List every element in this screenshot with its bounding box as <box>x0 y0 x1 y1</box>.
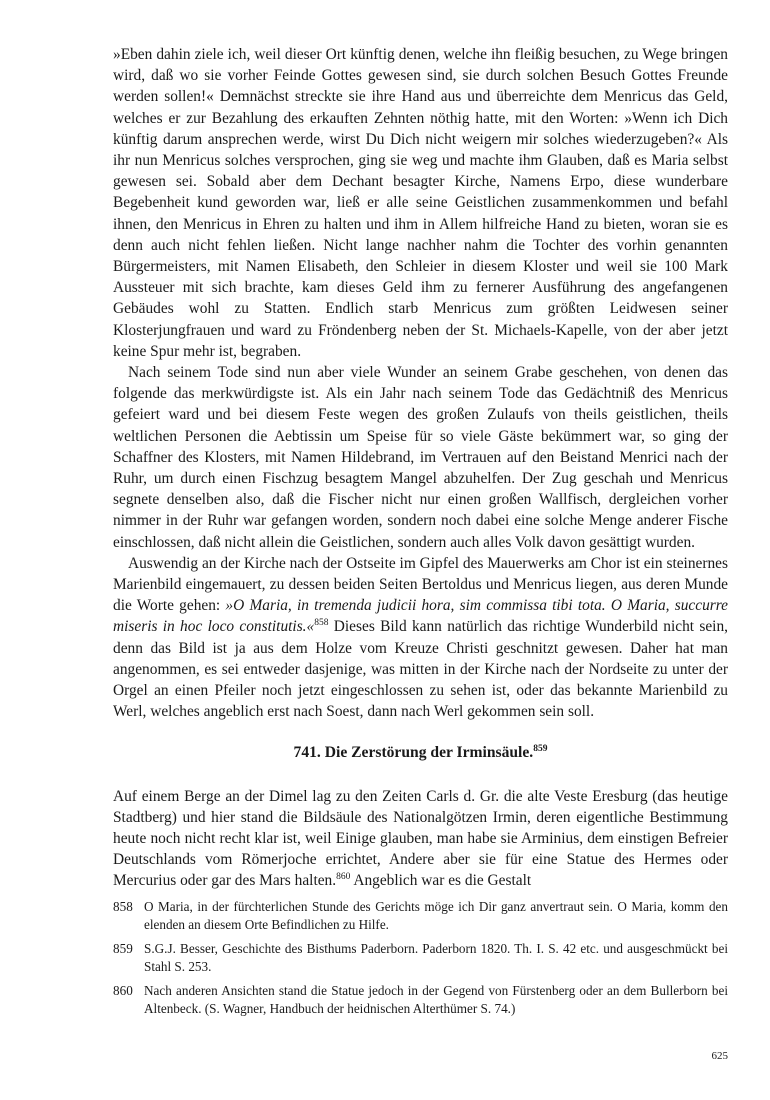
footnote-number: 858 <box>113 898 133 914</box>
footnote-859 <box>113 940 728 977</box>
footnote-ref-859: 859 <box>533 743 548 754</box>
section-text <box>113 786 728 892</box>
footnote-ref-860: 860 <box>336 872 351 883</box>
section-heading <box>113 742 728 764</box>
paragraph-3 <box>113 553 728 723</box>
footnotes <box>113 898 728 1020</box>
footnote-text: S.G.J. Besser, Geschichte des Bisthums Paderborn. Paderborn 1820. Th. I. S. 42 etc. und ausgeschmückt bei Stahl S. 253. <box>144 940 728 975</box>
section-paragraph-1-a: Auf einem Berge an der Dimel lag zu den Zeiten Carls d. Gr. die alte Veste Eresburg (das heutige Stadtberg) und hier stand die Bildsäule des Nationalgötzen Irmin, deren eigentliche Bestimmung heute noch nicht recht klar ist, weil Einige glauben, man habe sie Arminius, dem einstigen Befreier Deutschlands vom Römerjoche errichtet, Andere aber sie für eine Statue des Hermes oder Mercurius oder gar des Mars halten. <box>113 787 728 890</box>
paragraph-3-text-b: Dieses Bild kann natürlich das richtige Wunderbild nicht sein, denn das Bild ist ja aus dem Holze vom Kreuze Christi geschnitzt gewesen. Daher hat man angenommen, es sei entweder dasjenige, was mitten in der Kirche nach der Nordseite zu unter der Orgel an einen Pfeiler noch jetzt eingeschlossen zu sehen ist, oder das bekannte Marienbild zu Werl, welches angeblich erst nach Soest, dann nach Werl gekommen sein soll. <box>113 618 729 721</box>
section-title: 741. Die Zerstörung der Irminsäule. <box>293 743 534 761</box>
paragraph-3-text-a: Auswendig an der Kirche nach der Ostseite im Gipfel des Mauerwerks am Chor ist ein steinernes Marienbild eingemauert, zu dessen beiden Seiten Bertoldus und Menricus liegen, aus deren Munde die Worte gehen: <box>113 554 728 615</box>
main-text <box>113 44 728 723</box>
footnote-text: Nach anderen Ansichten stand die Statue jedoch in der Gegend von Fürstenberg oder an dem Bullerborn bei Altenbeck. (S. Wagner, Handbuch der heidnischen Alterthümer S. 74.) <box>144 982 728 1017</box>
paragraph-2: Nach seinem Tode sind nun aber viele Wunder an seinem Grabe geschehen, von denen das folgende das merkwürdigste ist. Als ein Jahr nach seinem Tode das Gedächtniß des Menricus gefeiert ward und bei diesem Feste wegen des großen Zulaufs von theils geistlichen, theils weltlichen Personen die Aebtissin um Speise für so viele Gäste bekümmert war, so ging der Schaffner des Klosters, mit Namen Hildebrand, im Vertrauen auf den Beistand Menrici nach der Ruhr, um durch einen Fischzug besagtem Mangel abzuhelfen. Der Zug geschah und Menricus segnete denselben also, daß die Fischer nicht nur einen großen Wallfisch, dergleichen vorher nimmer in der Ruhr war gefangen worden, sondern noch dabei eine solche Menge anderer Fische einschlossen, daß nicht allein die Geistlichen, sondern auch alles Volk davon gesättigt wurden. <box>113 364 728 551</box>
paragraph-1: »Eben dahin ziele ich, weil dieser Ort künftig denen, welche ihn fleißig besuchen, zu Wege bringen wird, daß wo sie vorher Feinde Gottes gewesen sind, sie durch solchen Besuch Gottes Freunde werden sollen!« Demnächst streckte sie ihre Hand aus und überreichte dem Menricus das Geld, welches er zur Bezahlung des erkauften Zehnten nöthig hatte, mit den Worten: »Wenn ich Dich künftig darum ansprechen werde, wirst Du Dich nicht weigern mir solches wiederzugeben?« Als ihr nun Menricus solches versprochen, ging sie weg und machte ihm Glauben, daß es Maria selbst gewesen sei. Sobald aber dem Dechant besagter Kirche, Namens Erpo, diese wunderbare Begebenheit kund geworden war, ließ er alle seine Geistlichen zusammenkommen und befahl ihnen, den Menricus in Ehren zu halten und ihm in Allem hilfreiche Hand zu bieten, woran sie es denn auch nicht fehlen ließen. Nicht lange nachher nahm die Tochter des vorhin genannten Bürgermeisters, mit Namen Elisabeth, den Schleier in diesem Kloster und weil sie 100 Mark Aussteuer mit sich brachte, kam dieses Geld ihm zu fernerer Ausführung des angefangenen Gebäudes wohl zu Statten. Endlich starb Menricus zum größten Leidwesen seiner Klosterjungfrauen und ward zu Fröndenberg neben der St. Michaels-Kapelle, von der aber jetzt keine Spur mehr ist, begraben. <box>113 46 728 360</box>
footnote-858 <box>113 898 728 935</box>
section-paragraph-1 <box>113 786 728 892</box>
section-paragraph-1-b: Angeblich war es die Gestalt <box>350 872 532 890</box>
footnote-ref-858: 858 <box>314 618 329 629</box>
footnote-number: 860 <box>113 982 133 998</box>
page-number: 625 <box>711 1050 728 1062</box>
latin-quote: »O Maria, in tremenda judicii hora, sim commissa tibi tota. O Maria, succurre miseris in hoc loco constitutis.« <box>113 597 729 636</box>
footnote-text: O Maria, in der fürchterlichen Stunde des Gerichts möge ich Dir ganz anvertraut sein. O Maria, komm den elenden an diesem Orte Befindlichen zu Hilfe. <box>144 898 728 933</box>
footnote-number: 859 <box>113 940 133 956</box>
footnote-860 <box>113 982 728 1019</box>
page-content <box>113 44 728 1024</box>
